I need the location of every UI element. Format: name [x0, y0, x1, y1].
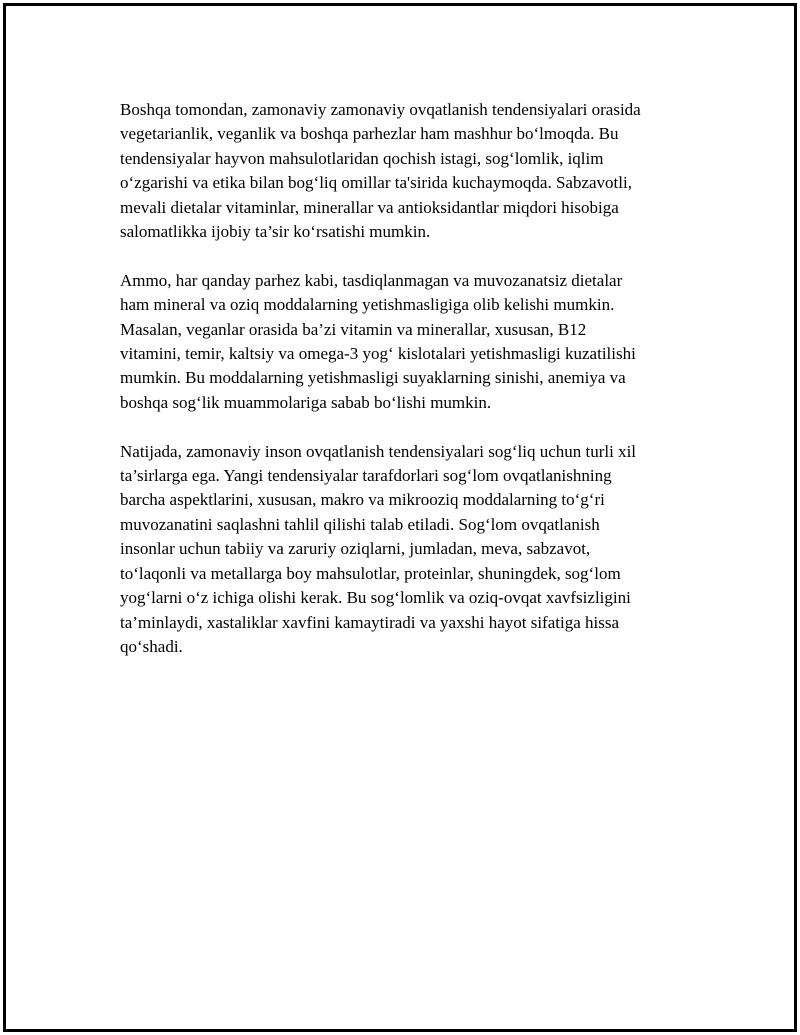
paragraph-1: Boshqa tomondan, zamonaviy zamonaviy ovqatlanish tendensiyalari orasida vegetarianlik, veganlik va boshqa parhezlar ham mashhur bo‘lmoqda. Bu tendensiyalar hayvon mahsulotlaridan qochish istagi, sog‘lomlik, iqlim o‘zgarishi va etika bilan bog‘liq omillar ta'sirida kuchaymoqda. Sabzavotli, mevali dietalar vitaminlar, minerallar va antioksidantlar miqdori hisobiga salomatlikka ijobiy ta’sir ko‘rsatishi mumkin. [120, 100, 641, 242]
paragraph-2: Ammo, har qanday parhez kabi, tasdiqlanmagan va muvozanatsiz dietalar ham mineral va oziq moddalarning yetishmasligiga olib kelishi mumkin. Masalan, veganlar orasida ba’zi vitamin va minerallar, xususan, B12 vitamini, temir, kaltsiy va omega-3 yog‘ kislotalari yetishmasligi kuzatilishi mumkin. Bu moddalarning yetishmasligi suyaklarning sinishi, anemiya va boshqa sog‘lik muammolariga sabab bo‘lishi mumkin. [120, 270, 636, 412]
page-frame [3, 3, 797, 1032]
document-body [120, 98, 700, 684]
paragraph-3: Natijada, zamonaviy inson ovqatlanish tendensiyalari sog‘liq uchun turli xil ta’sirlarga ega. Yangi tendensiyalar tarafdorlari sog‘lom ovqatlanishning barcha aspektlarini, xususan, makro va mikrooziq moddalarning to‘g‘ri muvozanatini saqlashni tahlil qilishi talab etiladi. Sog‘lom ovqatlanish insonlar uchun tabiiy va zaruriy oziqlarni, jumladan, meva, sabzavot, to‘laqonli va metallarga boy mahsulotlar, proteinlar, shuningdek, sog‘lom yog‘larni o‘z ichiga olishi kerak. Bu sog‘lomlik va oziq-ovqat xavfsizligini ta’minlaydi, xastaliklar xavfini kamaytiradi va yaxshi hayot sifatiga hissa qo‘shadi. [120, 441, 637, 656]
